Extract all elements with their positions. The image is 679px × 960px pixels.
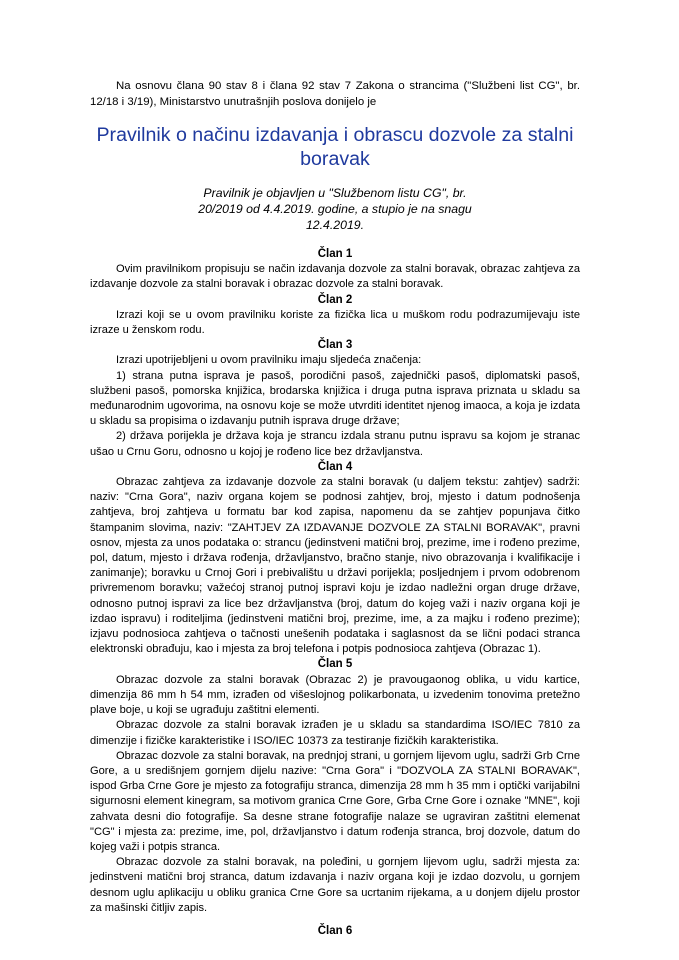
- article-heading: Član 1: [317, 248, 353, 260]
- article-paragraph: 2) država porijekla je država koja je strancu izdala stranu putnu ispravu sa kojom je stranac ušao u Crnu Goru, odnosno u kojoj je rođeno lice bez državljanstva.: [90, 430, 580, 458]
- article-heading: Član 4: [317, 460, 353, 473]
- article-paragraph: Izrazi upotrijebljeni u ovom pravilniku imaju sljedeća značenja:: [116, 354, 422, 367]
- article-paragraph: Ovim pravilnikom propisuju se način izdavanja dozvole za stalni boravak, obrazac zahtjeva za izdavanje dozvole za stalni boravak i obrazac dozvole za stalni boravak.: [90, 263, 580, 291]
- article-paragraph: Obrazac dozvole za stalni boravak, na prednjoj strani, u gornjem lijevom uglu, sadrži Grb Crne Gore, a u središnjem gornjem dijelu nazive: "Crna Gora" i "DOZVOLA ZA STALNI BORAVAK", ispod Grba Crne Gore je mjesto za fotografiju stranca, dimenzija 28 mm h 35 mm i optički varijabilni sigurnosni element kinegram, sa motivom granica Crne Gore, Grba Crne Gore i oznake "MNE", koji zahvata desni dio fotografije. Sa desne strane fotografije nalaze se ugraviran zaštitni elemenat "CG" i mjesta za: prezime, ime, pol, državljanstvo i datum rođenja stranca, broj dozvole, datum do kojeg važi i potpis stranca.: [90, 749, 580, 853]
- preamble: Na osnovu člana 90 stav 8 i člana 92 stav 7 Zakona o strancima ("Službeni list CG", br. 12/18 i 3/19), Ministarstvo unutrašnjih poslova donijelo je: [90, 80, 580, 108]
- article-paragraph: Obrazac dozvole za stalni boravak (Obrazac 2) je pravougaonog oblika, u vidu kartice, dimenzija 86 mm h 54 mm, izrađen od višeslojnog polikarbonata, u izvedenim tonovima pretežno plave boje, u koji se ugrađuju zaštitni elementi.: [90, 673, 580, 717]
- publication-note: Pravilnik je objavljen u "Službenom listu CG", br. 20/2019 od 4.4.2019. godine, a stupio je na snagu 12.4.2019.: [198, 186, 472, 233]
- document-title: Pravilnik o načinu izdavanja i obrascu dozvole za stalni boravak: [96, 124, 574, 170]
- article-paragraph: Obrazac dozvole za stalni boravak, na poleđini, u gornjem lijevom uglu, sadrži mjesta za: jedinstveni matični broj stranca, datum izdavanja i naziv organa koji je izdao dozvolu, u gornjem desnom uglu aplikaciju u obliku granica Crne Gore sa ucrtanim rijekama, a u donjem dijelu prostor za mašinski čitljiv zapis.: [90, 856, 580, 914]
- article-paragraph: 1) strana putna isprava je pasoš, porodični pasoš, zajednički pasoš, diplomatski pasoš, službeni pasoš, pomorska knjižica, brodarska knjižica i druga putna isprava priznata u skladu sa međunarodnim ugovorima, na osnovu koje se može utvrditi identitet njenog imaoca, a koja je izdata u skladu sa propisima o izdavanju putnih isprava druge države;: [90, 369, 580, 428]
- article-paragraph: Obrazac zahtjeva za izdavanje dozvole za stalni boravak (u daljem tekstu: zahtjev) sadrži: naziv: "Crna Gora", naziv organa kojem se podnosi zahtjev, broj, mjesto i datum podnošenja zahtjeva, broj zahtjeva u formatu bar kod zapisa, napomenu da se zahtjev popunjava čitko štampanim slovima, naziv: "ZAHTJEV ZA IZDAVANJE DOZVOLE ZA STALNI BORAVAK", pravni osnov, mjesta za unos podataka o: strancu (jedinstveni matični broj, prezime, ime i rođeno prezime, pol, datum, mjesto i država rođenja, državljanstvo, bračno stanje, nivo obrazovanja i kvalifikacije i zanimanje); boravku u Crnoj Gori i prebivalištu u državi porijekla; posljednjem i prvom odobrenom privremenom boravku; važećoj stranoj putnoj ispravi koju je izdao nadležni organ druge države, odnosno putnoj ispravi za lice bez državljanstva (broj, datum do kojeg važi i naziv organa koji je izdao ispravu) i roditeljima (jedinstveni matični broj, prezime, ime, a za majku i rođeno prezime); izjavu podnosioca zahtjeva o tačnosti unešenih podataka i saglasnost da se lični podaci stranca elektronski obrađuju, kao i mjesta za broj telefona i potpis podnosioca zahtjeva (Obrazac 1).: [90, 476, 580, 656]
- article-paragraph: Izrazi koji se u ovom pravilniku koriste za fizička lica u muškom rodu podrazumijevaju iste izraze u ženskom rodu.: [90, 308, 580, 337]
- article-paragraph: Obrazac dozvole za stalni boravak izrađen je u skladu sa standardima ISO/IEC 7810 za dimenzije i fizičke karakteristike i ISO/IEC 10373 za testiranje fizičkih karakteristika.: [90, 719, 580, 747]
- article-heading: Član 6: [317, 924, 353, 937]
- article-heading: Član 2: [317, 293, 353, 306]
- article-heading: Član 5: [317, 658, 353, 671]
- document-body: [90, 247, 580, 939]
- article-heading: Član 3: [317, 339, 353, 352]
